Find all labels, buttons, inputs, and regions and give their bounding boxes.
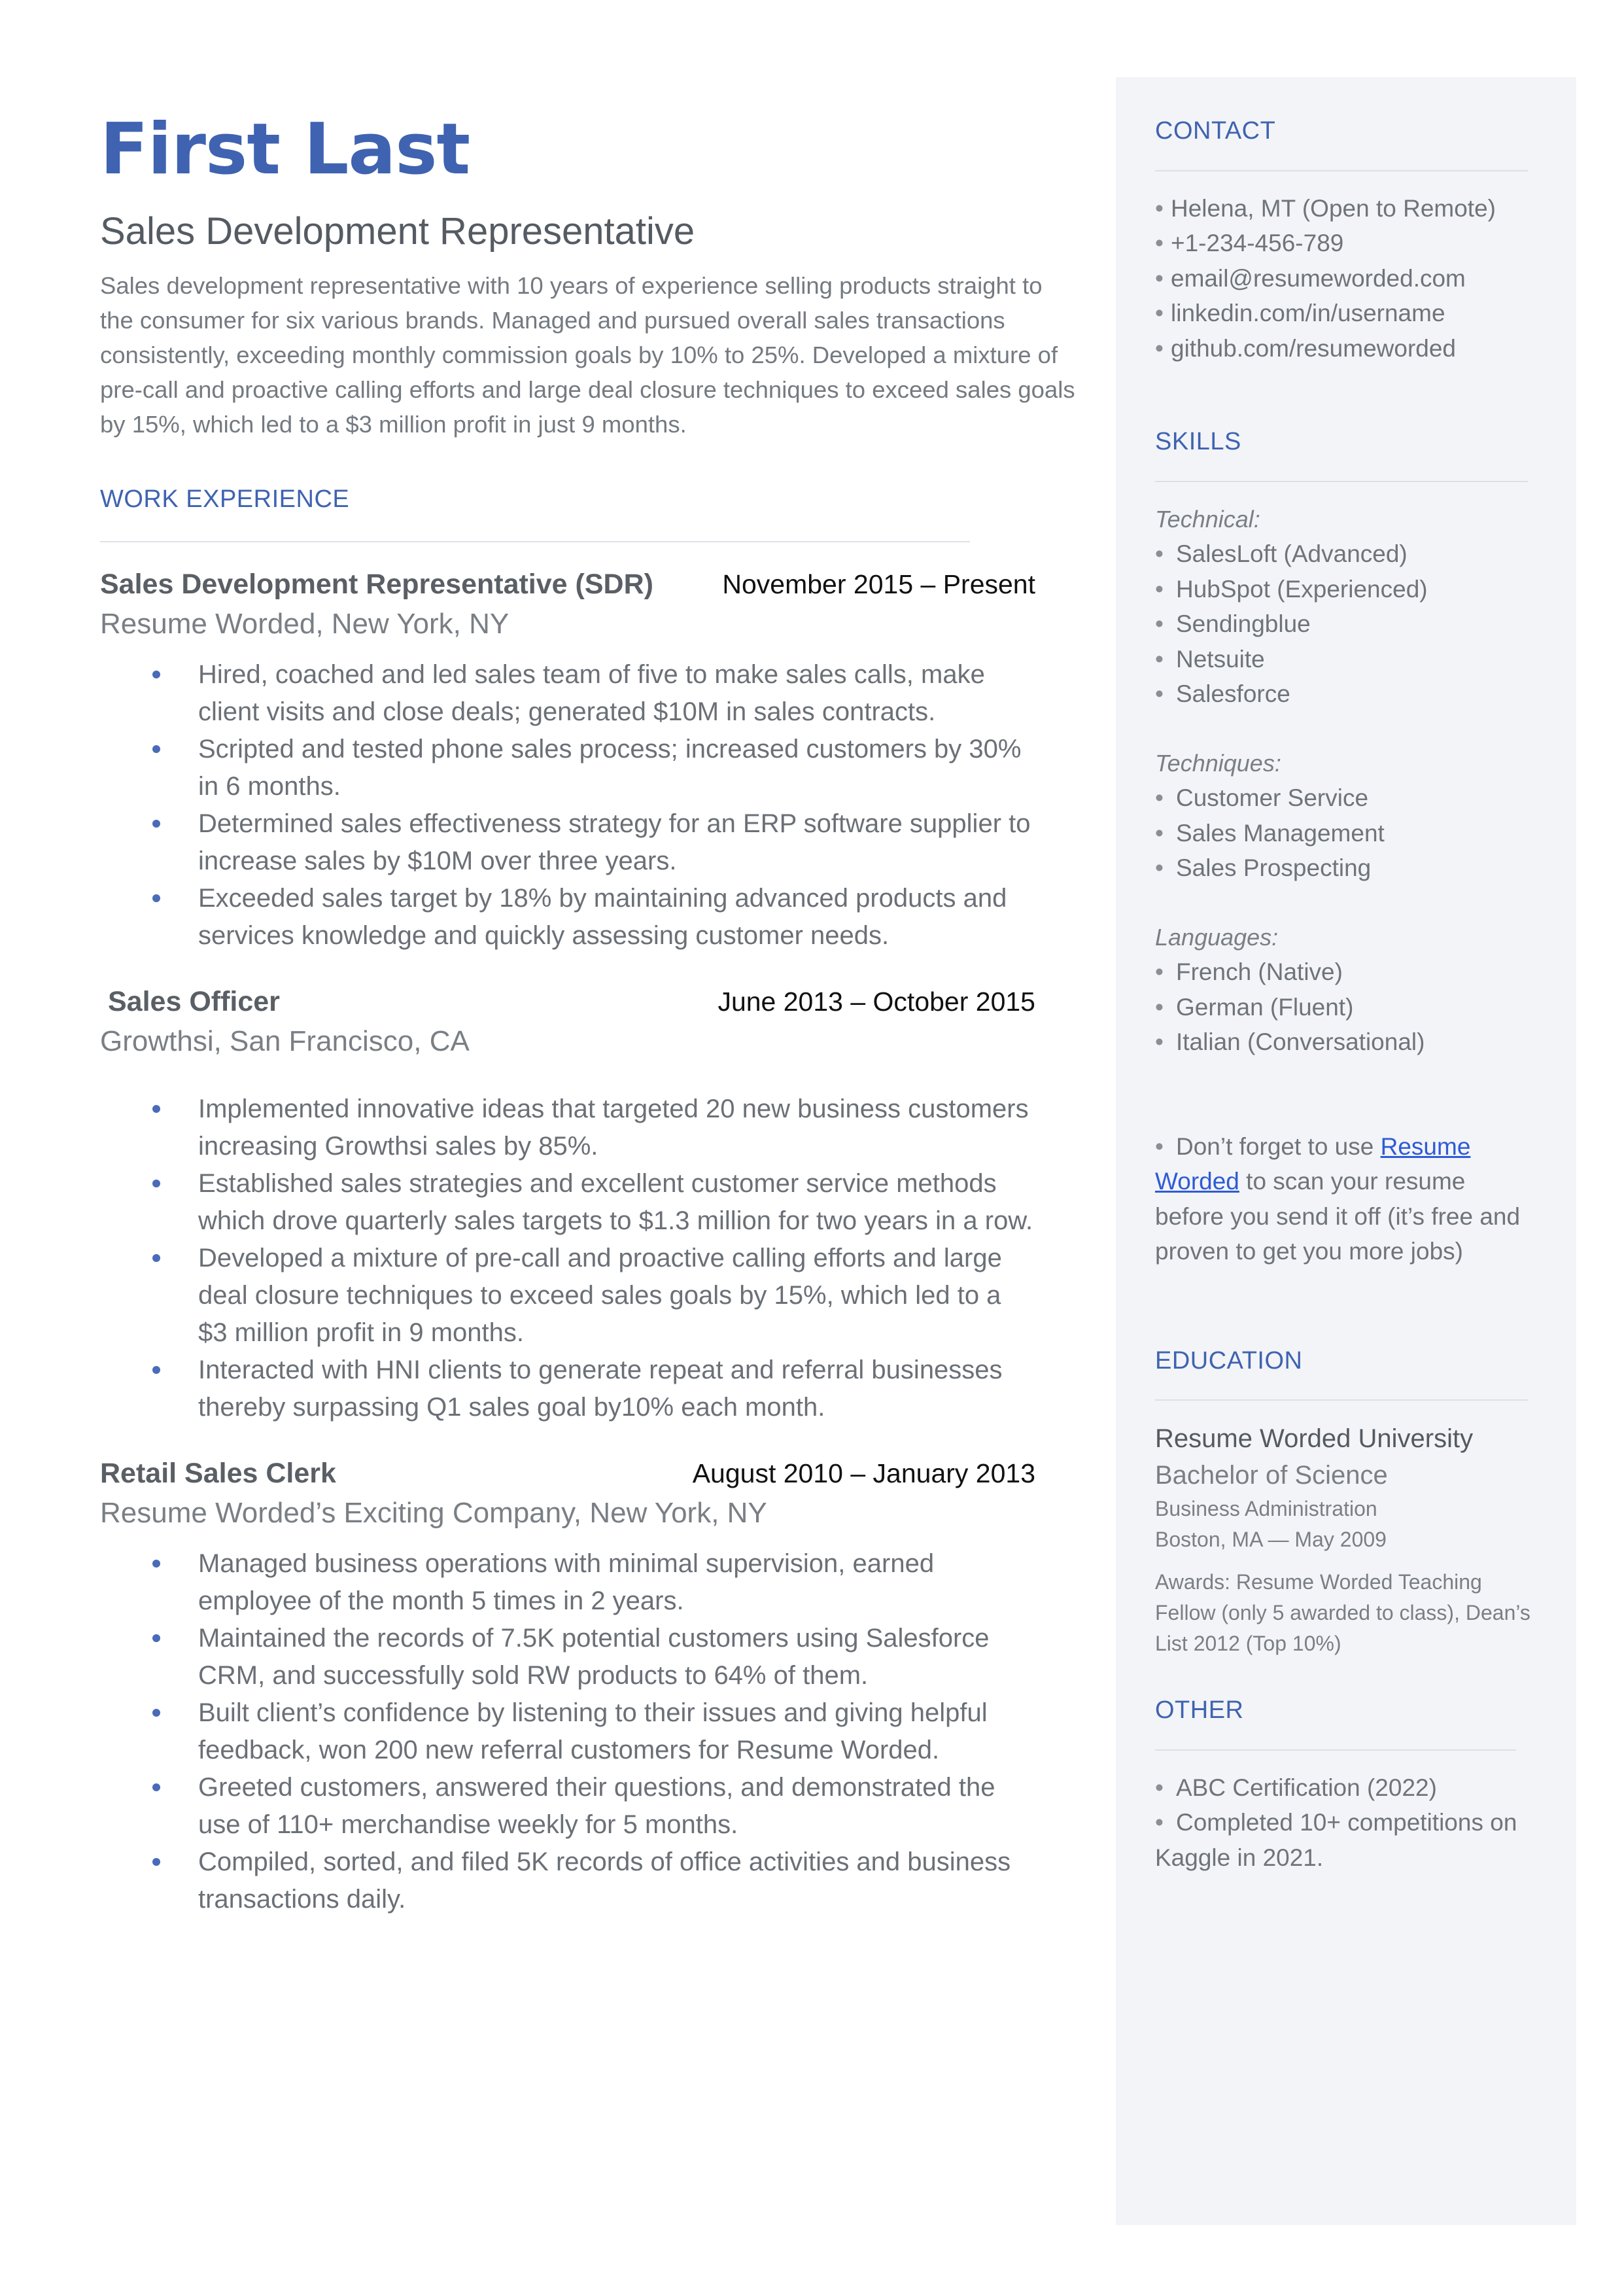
contact-phone: • +1-234-456-789 bbox=[1155, 226, 1538, 261]
job-title: Retail Sales Clerk bbox=[100, 1457, 336, 1489]
job-bullet: Compiled, sorted, and filed 5K records of office activities and business transactions daily. bbox=[100, 1844, 1035, 1918]
skills-languages-list bbox=[1155, 955, 1538, 1060]
skill-item: • Customer Service bbox=[1155, 780, 1538, 816]
job-company: Growthsi, San Francisco, CA bbox=[100, 1025, 470, 1057]
language-item: • German (Fluent) bbox=[1155, 990, 1538, 1025]
bullet-dot: • bbox=[1155, 230, 1164, 257]
bullet-dot: • bbox=[1155, 1774, 1164, 1801]
job-header bbox=[100, 986, 1035, 1018]
bullet-dot: • bbox=[1155, 1132, 1164, 1160]
skills-techniques-list bbox=[1155, 780, 1538, 886]
job-bullet: Scripted and tested phone sales process; increased customers by 30% in 6 months. bbox=[100, 731, 1035, 805]
job-entry bbox=[100, 569, 1035, 955]
job-title: Sales Officer bbox=[108, 985, 280, 1017]
resume-worded-link[interactable]: Resume Worded bbox=[1155, 1132, 1471, 1195]
other-item: • Completed 10+ competitions on Kaggle in 2021. bbox=[1155, 1805, 1538, 1875]
skill-item: • Sales Management bbox=[1155, 816, 1538, 851]
education-degree: Bachelor of Science bbox=[1155, 1461, 1388, 1490]
job-header bbox=[100, 569, 1035, 601]
job-bullet: Interacted with HNI clients to generate repeat and referral businesses thereby surpassing Q1 sales goal by10% each month. bbox=[100, 1352, 1035, 1426]
bullet-dot: • bbox=[1155, 645, 1164, 673]
job-company: Resume Worded, New York, NY bbox=[100, 607, 510, 640]
job-bullet: Maintained the records of 7.5K potential customers using Salesforce CRM, and successfully sold RW products to 64% of them. bbox=[100, 1620, 1035, 1694]
bullet-dot: • bbox=[1155, 540, 1164, 568]
bullet-dot: • bbox=[1155, 854, 1164, 882]
job-dates: August 2010 – January 2013 bbox=[692, 1458, 1035, 1488]
contact-heading: CONTACT bbox=[1155, 117, 1276, 145]
skills-technical-label: Technical: bbox=[1155, 505, 1260, 533]
education-location-date: Boston, MA — May 2009 bbox=[1155, 1528, 1387, 1552]
bullet-dot: • bbox=[1155, 993, 1164, 1021]
resume-worded-tip: • Don’t forget to use Resume Worded to scan your resume before you send it off (it’s free and proven to get you more jobs) bbox=[1155, 1129, 1538, 1269]
other-item: • ABC Certification (2022) bbox=[1155, 1770, 1538, 1806]
job-bullet: Established sales strategies and excellent customer service methods which drove quarterly sales targets to $1.3 million for two years in a row. bbox=[100, 1165, 1035, 1240]
skills-technical-list bbox=[1155, 536, 1538, 712]
job-bullets bbox=[100, 1091, 1035, 1426]
bullet-dot: • bbox=[1155, 194, 1164, 222]
education-heading: EDUCATION bbox=[1155, 1346, 1303, 1375]
contact-email: • email@resumeworded.com bbox=[1155, 261, 1538, 296]
skill-item: • Sendingblue bbox=[1155, 606, 1538, 642]
contact-list bbox=[1155, 191, 1538, 366]
job-bullet: Hired, coached and led sales team of five to make sales calls, make client visits and close deals; generated $10M in sales contracts. bbox=[100, 656, 1035, 731]
contact-linkedin: • linkedin.com/in/username bbox=[1155, 296, 1538, 331]
job-bullet: Implemented innovative ideas that targeted 20 new business customers increasing Growthsi sales by 85%. bbox=[100, 1091, 1035, 1165]
bullet-dot: • bbox=[1155, 334, 1164, 362]
education-school: Resume Worded University bbox=[1155, 1424, 1474, 1454]
contact-location: • Helena, MT (Open to Remote) bbox=[1155, 191, 1538, 226]
section-divider bbox=[1155, 481, 1528, 482]
education-awards: Awards: Resume Worded Teaching Fellow (only 5 awarded to class), Dean’s List 2012 (Top 10%) bbox=[1155, 1570, 1530, 1656]
job-bullets bbox=[100, 656, 1035, 955]
main-column bbox=[100, 111, 1081, 1918]
candidate-name: First Last bbox=[100, 109, 470, 190]
section-divider bbox=[1155, 1749, 1516, 1751]
sidebar-content bbox=[1155, 116, 1538, 1875]
other-heading: OTHER bbox=[1155, 1696, 1244, 1725]
job-bullet: Determined sales effectiveness strategy for an ERP software supplier to increase sales by $10M over three years. bbox=[100, 805, 1035, 880]
skill-item: • Sales Prospecting bbox=[1155, 850, 1538, 886]
bullet-dot: • bbox=[1155, 958, 1164, 986]
section-divider bbox=[1155, 170, 1528, 171]
bullet-dot: • bbox=[1155, 680, 1164, 708]
job-entry bbox=[100, 1458, 1035, 1918]
skill-item: • Salesforce bbox=[1155, 676, 1538, 712]
bullet-dot: • bbox=[1155, 819, 1164, 847]
job-entry bbox=[100, 986, 1035, 1426]
job-dates: June 2013 – October 2015 bbox=[717, 986, 1035, 1017]
job-bullets bbox=[100, 1545, 1035, 1918]
bullet-dot: • bbox=[1155, 1028, 1164, 1056]
bullet-dot: • bbox=[1155, 1809, 1164, 1836]
skills-techniques-label: Techniques: bbox=[1155, 749, 1281, 777]
summary: Sales development representative with 10 years of experience selling products straight to the consumer for six various brands. Managed and pursued overall sales transactions consistently, exceeding monthly commission goals by 10% to 25%. Developed a mixture of pre-call and proactive calling efforts and large deal closure techniques to exceed sales goals by 15%, which led to a $3 million profit in just 9 months. bbox=[100, 272, 1075, 438]
other-list bbox=[1155, 1770, 1538, 1876]
candidate-role: Sales Development Representative bbox=[100, 209, 695, 253]
bullet-dot: • bbox=[1155, 784, 1164, 812]
job-bullet: Built client’s confidence by listening to their issues and giving helpful feedback, won 200 new referral customers for Resume Worded. bbox=[100, 1694, 1035, 1769]
job-title: Sales Development Representative (SDR) bbox=[100, 568, 653, 600]
skills-languages-label: Languages: bbox=[1155, 923, 1279, 951]
job-bullet: Developed a mixture of pre-call and proactive calling efforts and large deal closure techniques to exceed sales goals by 15%, which led to a $3 million profit in 9 months. bbox=[100, 1240, 1035, 1352]
section-divider bbox=[100, 541, 970, 542]
bullet-dot: • bbox=[1155, 575, 1164, 603]
bullet-dot: • bbox=[1155, 610, 1164, 638]
job-bullet: Greeted customers, answered their questions, and demonstrated the use of 110+ merchandise weekly for 5 months. bbox=[100, 1769, 1035, 1844]
contact-github: • github.com/resumeworded bbox=[1155, 331, 1538, 366]
job-header bbox=[100, 1458, 1035, 1490]
language-item: • Italian (Conversational) bbox=[1155, 1025, 1538, 1060]
bullet-dot: • bbox=[1155, 264, 1164, 292]
language-item: • French (Native) bbox=[1155, 955, 1538, 990]
job-bullet: Managed business operations with minimal supervision, earned employee of the month 5 times in 2 years. bbox=[100, 1545, 1035, 1620]
bullet-dot: • bbox=[1155, 300, 1164, 327]
job-bullet: Exceeded sales target by 18% by maintaining advanced products and services knowledge and quickly assessing customer needs. bbox=[100, 880, 1035, 955]
sidebar bbox=[1116, 77, 1576, 2225]
work-experience-heading: WORK EXPERIENCE bbox=[100, 485, 350, 514]
education-field: Business Administration bbox=[1155, 1497, 1377, 1521]
skill-item: • Netsuite bbox=[1155, 642, 1538, 677]
skill-item: • SalesLoft (Advanced) bbox=[1155, 536, 1538, 572]
job-company: Resume Worded’s Exciting Company, New York, NY bbox=[100, 1496, 767, 1529]
job-dates: November 2015 – Present bbox=[722, 569, 1035, 599]
section-divider bbox=[1155, 1399, 1528, 1401]
skill-item: • HubSpot (Experienced) bbox=[1155, 572, 1538, 607]
skills-heading: SKILLS bbox=[1155, 428, 1241, 456]
